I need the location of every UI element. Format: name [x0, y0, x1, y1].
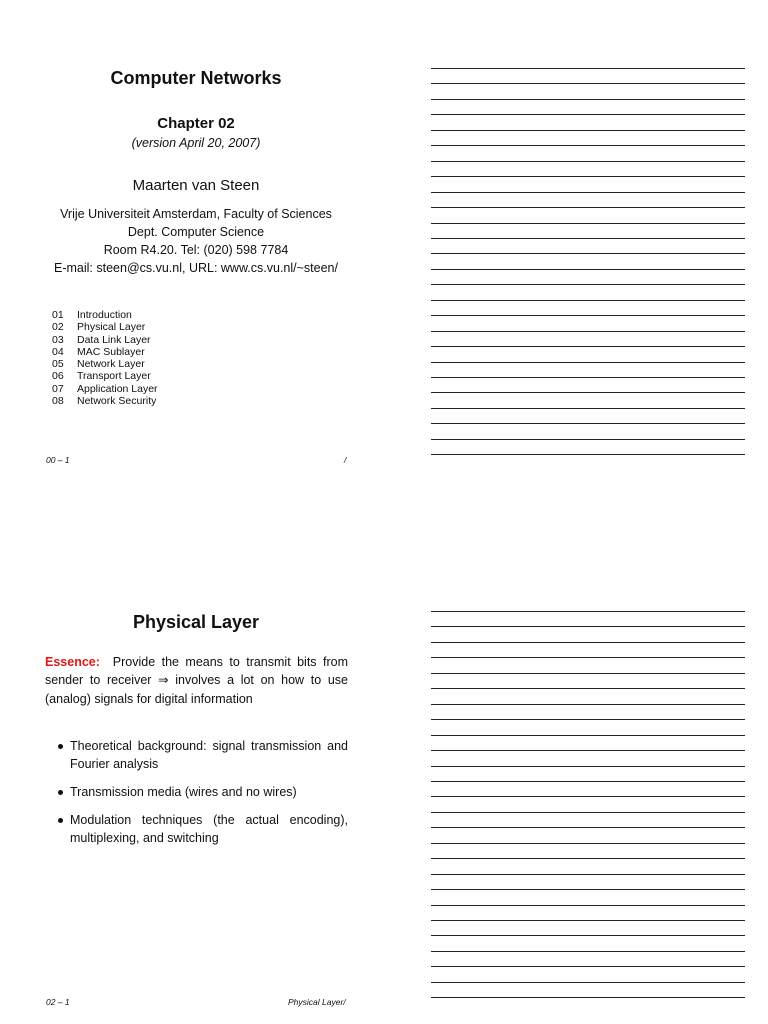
rule-line	[431, 626, 745, 627]
toc-number: 02	[52, 321, 64, 334]
toc-item	[52, 395, 158, 407]
slide-1	[0, 0, 390, 480]
toc-label: MAC Sublayer	[77, 345, 145, 358]
rule-line	[431, 997, 745, 998]
bullet-icon	[58, 790, 63, 795]
rule-line	[431, 827, 745, 828]
rule-line	[431, 858, 745, 859]
toc-number: 07	[52, 382, 64, 395]
toc-item	[52, 346, 158, 358]
slide-title: Computer Networks	[110, 68, 282, 88]
bullet-icon	[58, 818, 63, 823]
rule-line	[431, 874, 745, 875]
essence-label: Essence:	[45, 655, 100, 669]
toc-number: 04	[52, 345, 64, 358]
toc-label: Introduction	[77, 309, 132, 321]
toc-number: 01	[52, 309, 64, 321]
affiliation-line: Vrije Universiteit Amsterdam, Faculty of Sciences	[60, 207, 332, 221]
list-item	[45, 783, 348, 801]
rule-line	[431, 920, 745, 921]
rule-line	[431, 642, 745, 643]
toc-number: 08	[52, 395, 64, 408]
toc-label: Network Layer	[77, 358, 145, 371]
bullet-text: Modulation techniques (the actual encoding), multiplexing, and switching	[70, 813, 348, 845]
author-name: Maarten van Steen	[132, 177, 260, 194]
essence-paragraph	[45, 653, 348, 708]
rule-line	[431, 905, 745, 906]
toc-item	[52, 383, 158, 395]
affiliation-line: Room R4.20. Tel: (020) 598 7784	[103, 243, 289, 257]
bullet-text: Transmission media (wires and no wires)	[70, 785, 297, 799]
rule-line	[431, 889, 745, 890]
rule-line	[431, 812, 745, 813]
bullet-text: Theoretical background: signal transmission and Fourier analysis	[70, 739, 348, 771]
rule-line	[431, 704, 745, 705]
rule-line	[431, 750, 745, 751]
toc-number: 03	[52, 333, 64, 346]
rule-line	[431, 843, 745, 844]
slide-section: Physical Layer/	[288, 997, 346, 1007]
rule-line	[431, 657, 745, 658]
toc-item	[52, 309, 158, 321]
rule-line	[431, 735, 745, 736]
bullet-icon	[58, 744, 63, 749]
slide-title: Physical Layer	[132, 612, 260, 632]
toc-label: Data Link Layer	[77, 333, 151, 346]
toc-item	[52, 370, 158, 382]
rule-line	[431, 719, 745, 720]
rule-line	[431, 796, 745, 797]
slide-number: 02 – 1	[46, 997, 70, 1007]
toc-label: Transport Layer	[77, 370, 151, 383]
toc-item	[52, 334, 158, 346]
toc-label: Network Security	[77, 395, 157, 408]
notes-lines	[431, 0, 745, 1024]
version-label: (version April 20, 2007)	[131, 136, 261, 150]
rule-line	[431, 611, 745, 612]
rule-line	[431, 935, 745, 936]
essence-text: Provide the means to transmit bits from sender to receiver ⇒ involves a lot on how to use (analog) signals for digital information	[45, 655, 348, 706]
slide-section: /	[344, 455, 347, 465]
rule-line	[431, 982, 745, 983]
slide-number: 00 – 1	[46, 455, 70, 465]
affiliation-line: E-mail: steen@cs.vu.nl, URL: www.cs.vu.nl/~steen/	[54, 261, 338, 275]
rule-line	[431, 673, 745, 674]
affiliation-block	[0, 205, 392, 277]
list-item	[45, 737, 348, 773]
slide-2	[0, 540, 390, 1024]
list-item	[45, 811, 348, 847]
toc-item	[52, 358, 158, 370]
toc-item	[52, 321, 158, 333]
rule-line	[431, 966, 745, 967]
bullet-list	[45, 737, 348, 857]
affiliation-line: Dept. Computer Science	[127, 225, 265, 239]
toc-label: Physical Layer	[77, 321, 146, 334]
toc-number: 05	[52, 358, 64, 371]
chapter-label: Chapter 02	[157, 115, 235, 132]
rule-line	[431, 766, 745, 767]
table-of-contents	[52, 309, 158, 407]
rule-line	[431, 951, 745, 952]
toc-number: 06	[52, 370, 64, 383]
rule-line	[431, 781, 745, 782]
toc-label: Application Layer	[77, 382, 158, 395]
rule-line	[431, 688, 745, 689]
